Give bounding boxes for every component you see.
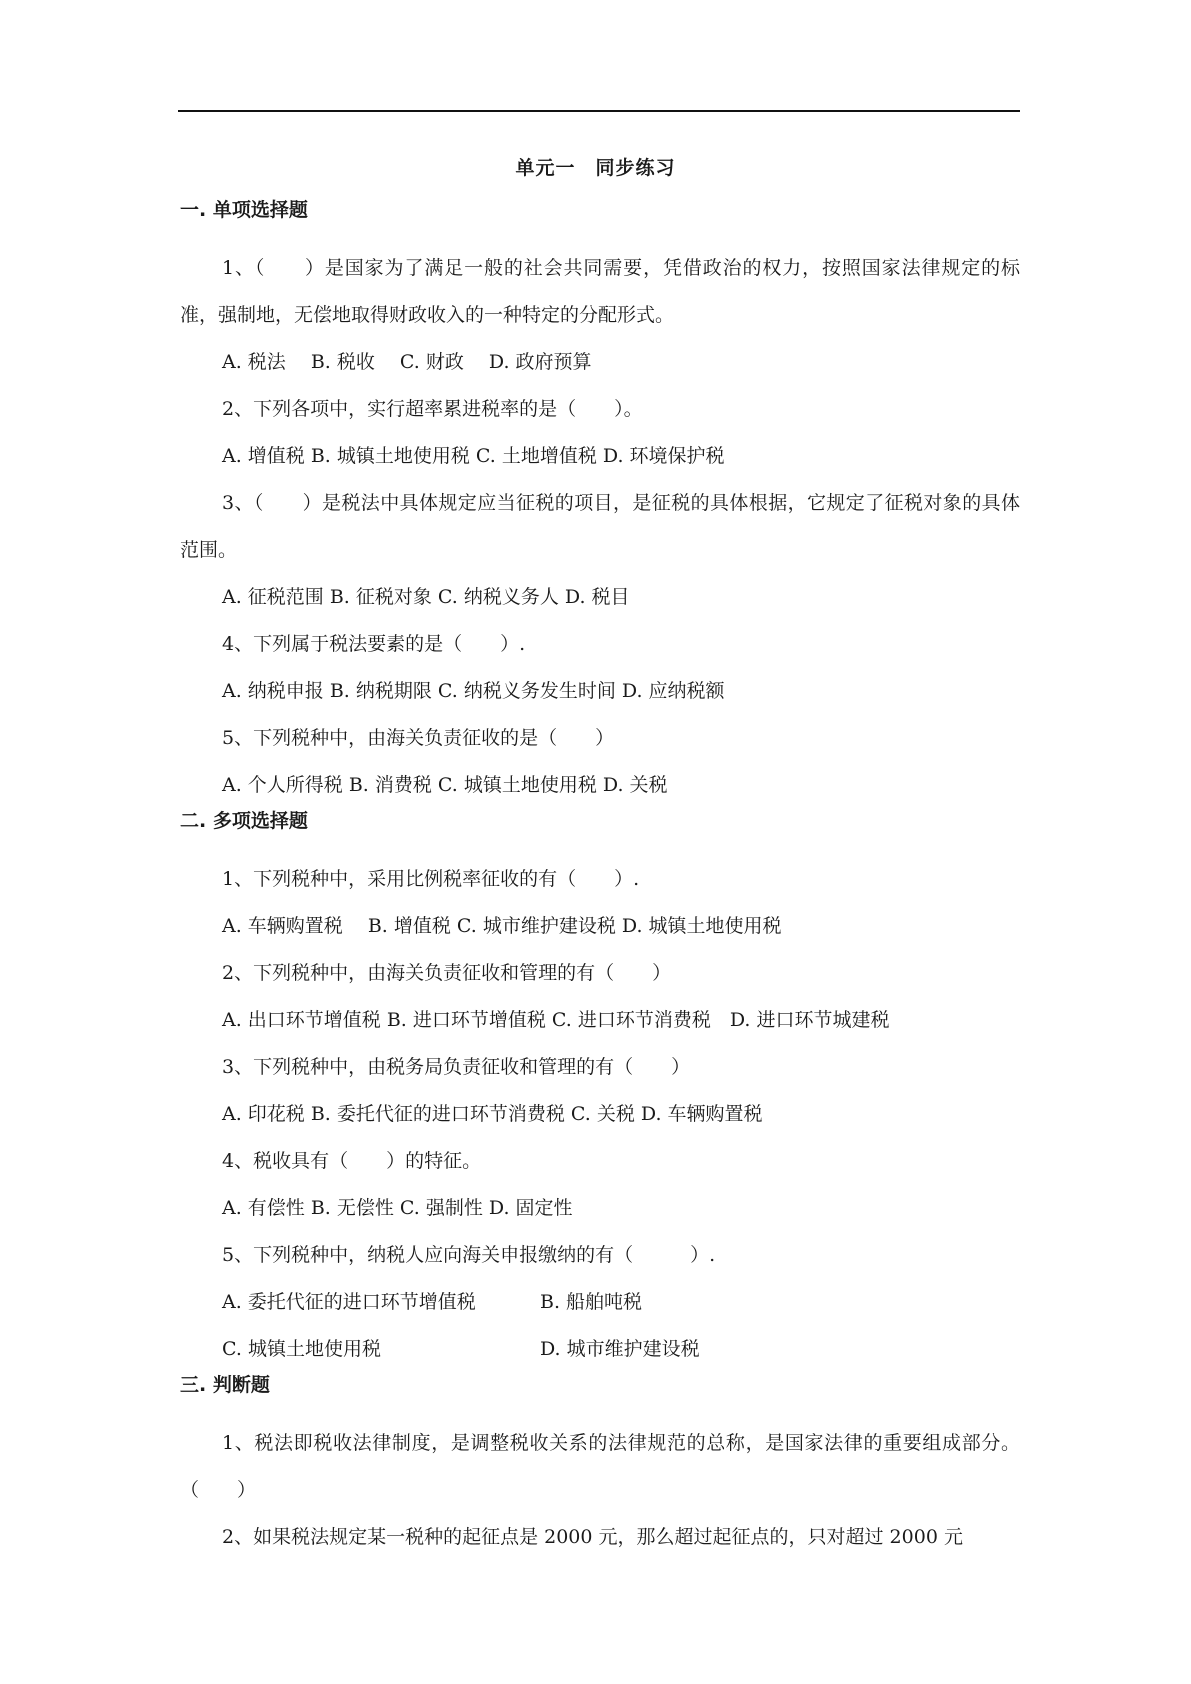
question-text: 4、税收具有（ ）的特征。 (222, 1150, 482, 1172)
section-heading-true-false: 三. 判断题 (180, 1374, 270, 1396)
question-options (180, 1279, 1020, 1326)
header-rule (178, 110, 1020, 112)
question-options: A. 出口环节增值税 B. 进口环节增值税 C. 进口环节消费税 D. 进口环节城建税 (222, 1009, 890, 1031)
question-options: A. 征税范围 B. 征税对象 C. 纳税义务人 D. 税目 (222, 586, 630, 608)
question-options: A. 印花税 B. 委托代征的进口环节消费税 C. 关税 D. 车辆购置税 (222, 1103, 763, 1125)
option-c: C. 城镇土地使用税 (222, 1338, 381, 1360)
question-text: 1、税法即税收法律制度，是调整税收关系的法律规范的总称，是国家法律的重要组成部分。（ ） (180, 1432, 1020, 1501)
option-d: D. 城市维护建设税 (540, 1338, 700, 1360)
question-text: 4、下列属于税法要素的是（ ）. (222, 633, 526, 655)
question-options (180, 1326, 1020, 1373)
option-b: B. 船舶吨税 (540, 1291, 643, 1313)
section-heading-multiple-choice: 二. 多项选择题 (180, 810, 308, 832)
question-text: 1、下列税种中，采用比例税率征收的有（ ）. (222, 868, 640, 890)
question-options: A. 税法 B. 税收 C. 财政 D. 政府预算 (222, 351, 592, 373)
question-options: A. 纳税申报 B. 纳税期限 C. 纳税义务发生时间 D. 应纳税额 (222, 680, 725, 702)
question-text: 1、（ ）是国家为了满足一般的社会共同需要，凭借政治的权力，按照国家法律规定的标准，强制地，无偿地取得财政收入的一种特定的分配形式。 (180, 257, 1020, 326)
question-options: A. 个人所得税 B. 消费税 C. 城镇土地使用税 D. 关税 (222, 774, 668, 796)
question-text: 5、下列税种中，纳税人应向海关申报缴纳的有（ ）. (222, 1244, 716, 1266)
question-text: 2、下列税种中，由海关负责征收和管理的有（ ） (222, 962, 672, 984)
question-options: A. 车辆购置税 B. 增值税 C. 城市维护建设税 D. 城镇土地使用税 (222, 915, 782, 937)
option-a: A. 委托代征的进口环节增值税 (222, 1291, 476, 1313)
question-text: 3、下列税种中，由税务局负责征收和管理的有（ ） (222, 1056, 691, 1078)
question-options: A. 增值税 B. 城镇土地使用税 C. 土地增值税 D. 环境保护税 (222, 445, 725, 467)
exercise-content (180, 198, 1020, 1561)
question-text: 2、如果税法规定某一税种的起征点是 2000 元，那么超过起征点的，只对超过 2000 元 (222, 1526, 963, 1548)
section-heading-single-choice: 一. 单项选择题 (180, 199, 308, 221)
question-text: 3、（ ）是税法中具体规定应当征税的项目，是征税的具体根据，它规定了征税对象的具体范围。 (180, 492, 1020, 561)
question-options: A. 有偿性 B. 无偿性 C. 强制性 D. 固定性 (222, 1197, 573, 1219)
question-text: 5、下列税种中，由海关负责征收的是（ ） (222, 727, 615, 749)
page-title: 单元一 同步练习 (515, 157, 676, 179)
question-text: 2、下列各项中，实行超率累进税率的是（ ）。 (222, 398, 643, 420)
